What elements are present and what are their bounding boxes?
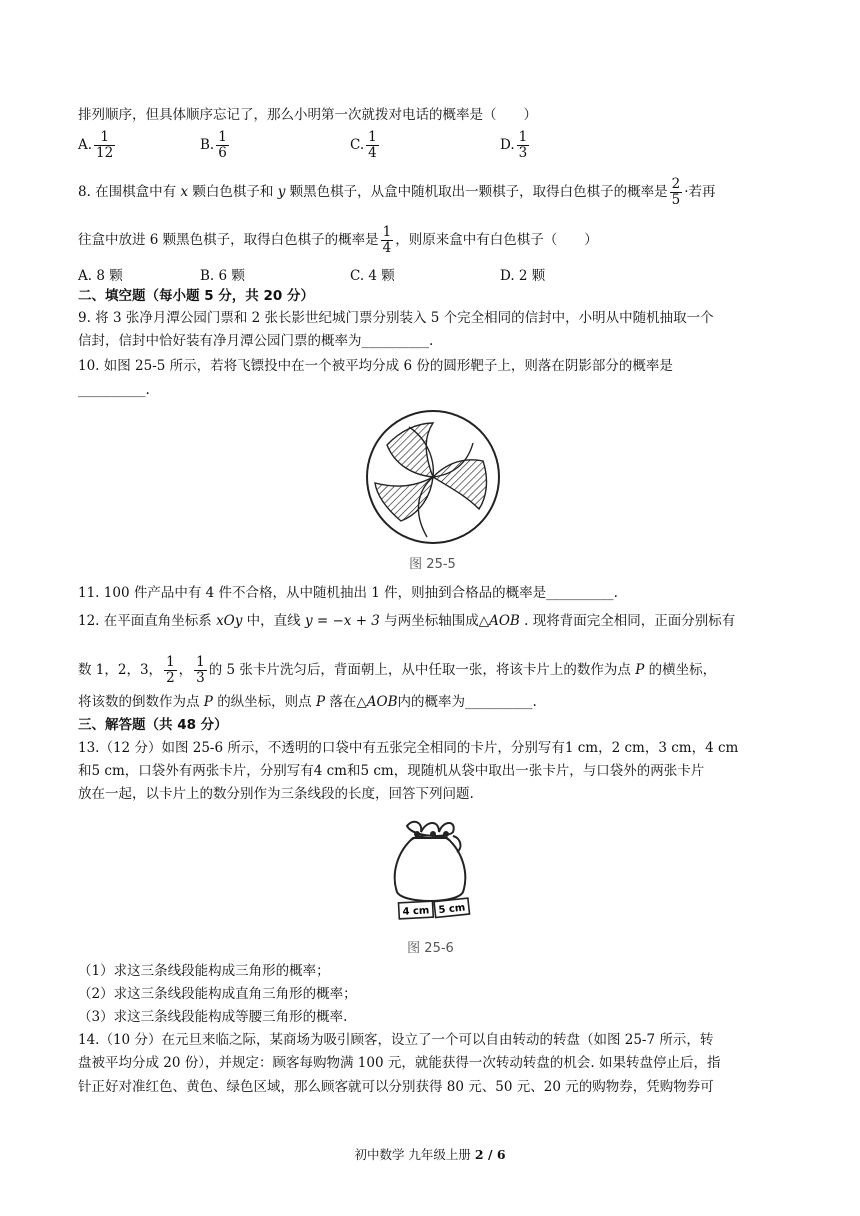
bag-illustration	[383, 812, 478, 924]
q8-line2: 往盒中放进 6 颗黑色棋子，取得白色棋子的概率是 $\frac{1}{4}$ ，则原来盒中有白色棋子（ ）	[78, 224, 598, 256]
q8-line1: 8. 在围棋盒中有 x 颗白色棋子和 y 颗黑色棋子，从盒中随机取出一颗棋子，取得白色棋子的概率是 $\frac{2}{5}$ ·若再	[78, 176, 716, 208]
q7-option-a: A. $\frac{1}{12}$	[78, 129, 114, 161]
card-4cm-label: 4 cm	[402, 905, 430, 918]
q13-line2: 和5 cm，口袋外有两张卡片，分别写有4 cm和5 cm，现随机从袋中取出一张卡片，与口袋外的两张卡片	[78, 763, 705, 779]
section-heading-fill-blank: 二、填空题（每小题 5 分，共 20 分）	[78, 288, 314, 304]
figure-25-6-caption: 图 25-6	[407, 941, 454, 956]
q13-sub3: （3）求这三条线段能构成等腰三角形的概率.	[78, 1009, 348, 1025]
q7-option-c: C. $\frac{1}{4}$	[350, 129, 377, 161]
q7-option-b: B. $\frac{1}{6}$	[200, 129, 227, 161]
dartboard-illustration	[355, 405, 510, 550]
section-heading-answer: 三、解答题（共 48 分）	[78, 717, 228, 733]
q13-sub2: （2）求这三条线段能构成直角三角形的概率；	[78, 986, 357, 1002]
q10-line2: __________.	[78, 382, 150, 398]
page-number: 2 / 6	[474, 1147, 506, 1162]
figure-25-6	[383, 812, 478, 957]
page-footer	[0, 1145, 860, 1163]
footer-text: 初中数学 九年级上册	[354, 1147, 475, 1162]
q14-line3: 针正好对准红色、黄色、绿色区域，那么顾客就可以分别获得 80 元、50 元、20 元的购物券，凭购物券可	[78, 1079, 714, 1095]
q10-line1: 10. 如图 25-5 所示，若将飞镖投中在一个被平均分成 6 份的圆形靶子上，则落在阴影部分的概率是	[78, 358, 673, 374]
figure-25-5	[355, 405, 510, 575]
q13-line1: 13.（12 分）如图 25-6 所示，不透明的口袋中有五张完全相同的卡片，分别写有1 cm，2 cm，3 cm，4 cm	[78, 740, 739, 756]
q13-sub1: （1）求这三条线段能构成三角形的概率；	[78, 963, 330, 979]
q14-line1: 14.（10 分）在元旦来临之际，某商场为吸引顾客，设立了一个可以自由转动的转盘（如图 25-7 所示，转	[78, 1032, 714, 1048]
card-5cm-label: 5 cm	[438, 902, 466, 917]
q7-text: 排列顺序，但具体顺序忘记了，那么小明第一次就拨对电话的概率是（ ）	[78, 107, 537, 123]
q9-line2: 信封，信封中恰好装有净月潭公园门票的概率为__________.	[78, 333, 434, 349]
q14-line2: 盘被平均分成 20 份），并规定：顾客每购物满 100 元，就能获得一次转动转盘的机会. 如果转盘停止后，指	[78, 1055, 721, 1071]
q8-option-c: C. 4 颗	[350, 268, 395, 284]
q12-line1: 12. 在平面直角坐标系 xOy 中，直线 y = −x + 3 与两坐标轴围成△AOB . 现将背面完全相同，正面分别标有	[78, 613, 736, 629]
q12-line3: 将该数的倒数作为点 P 的纵坐标，则点 P 落在△AOB内的概率为__________.	[78, 694, 537, 710]
q9-line1: 9. 将 3 张净月潭公园门票和 2 张长影世纪城门票分别装入 5 个完全相同的信封中，小明从中随机抽取一个	[78, 310, 714, 326]
q12-line2: 数 1，2，3， $\frac{1}{2}$ ， $\frac{1}{3}$ 的 5 张卡片洗匀后，背面朝上，从中任取一张，将该卡片上的数作为点 P 的横坐标，	[78, 654, 717, 686]
q7-option-d: D. $\frac{1}{3}$	[500, 129, 528, 161]
q11-text: 11. 100 件产品中有 4 件不合格，从中随机抽出 1 件，则抽到合格品的概率是__________.	[78, 585, 618, 601]
q13-line3: 放在一起，以卡片上的数分别作为三条线段的长度，回答下列问题.	[78, 786, 474, 802]
figure-25-5-caption: 图 25-5	[409, 557, 456, 572]
q8-option-b: B. 6 颗	[200, 268, 245, 284]
q8-option-a: A. 8 颗	[78, 268, 123, 284]
q8-option-d: D. 2 颗	[500, 268, 546, 284]
